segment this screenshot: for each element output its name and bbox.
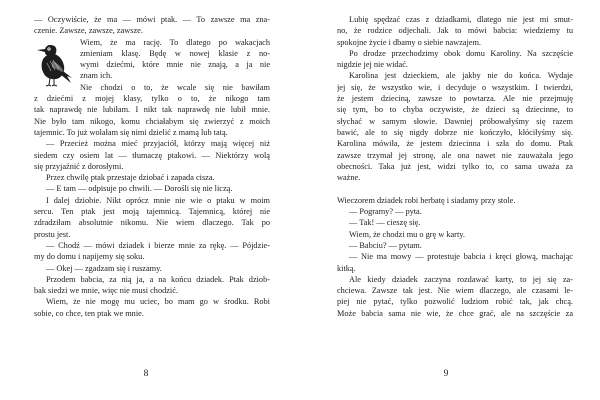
page-number: 8 <box>143 369 149 379</box>
text-line: Wiem, że chodzi mu o grę w karty. <box>349 229 465 239</box>
text-line: Przez chwilę ptak przestaje dziobać i zapada cisza. <box>46 173 215 183</box>
text-line: się tym, bo to chyba oczywiste, że dzieci są dziecinne, to <box>337 105 573 115</box>
text-line: czenie. Zawsze, zawsze, zawsze. <box>34 26 143 36</box>
text-line: Ale kiedy dziadek zaczyna rozdawać karty, to jej się za- <box>349 274 573 284</box>
crow-bird-icon <box>34 41 74 87</box>
text-line: — Pogramy? — pyta. <box>349 207 422 217</box>
text-line: Nie było tam nikogo, komu chciałabym się zwierzyć z moich <box>34 116 270 126</box>
text-line: — Oczywiście, że ma — mówi ptak. — To zawsze ma zna- <box>34 15 270 24</box>
text-line: zawsze trzymał jej stronę, ale ona nawet nie zauważała jego <box>337 150 573 160</box>
text-line: Nie chodzi o to, że wcale się nie bawiłam <box>80 82 270 92</box>
text-line: I dalej dziobie. Nikt oprócz mnie nie wie o ptaku w moim <box>46 195 270 205</box>
text-line: bak siedzi we mnie, więc nie musi chodzić. <box>34 286 178 296</box>
text-line: Lubię spędzać czas z dziadkami, dlatego nie jest mi smut- <box>349 15 573 24</box>
text-line: — Okej — zgadzam się i ruszamy. <box>46 263 162 273</box>
text-line: Wiem, że nie mogę mu uciec, bo mam go w środku. Robi <box>46 297 270 307</box>
text-line: że jestem dzieciną, zawsze to powtarza. Ale nie przejmuję <box>337 94 573 104</box>
text-line: piej nie pytać, tylko pozwolić ludziom robić tak, jak chcą. <box>337 297 573 307</box>
text-line: — Tak! — cieszę się. <box>349 218 421 228</box>
text-line: się przyjaźnić z dorosłymi. <box>34 161 124 171</box>
left-page <box>34 14 270 359</box>
text-line: no, że rodzice odjechali. Jak to mówi babcia: wiedziemy tu <box>337 26 573 36</box>
text-line: sercu. Ten ptak jest moją tajemnicą. Tajemnicą, której nie <box>34 207 270 217</box>
text-line: siedem czy osiem lat — tłumaczę ptakowi. — Niektórzy wolą <box>34 150 270 160</box>
text-line: z dziećmi z mojej klasy, tylko o to, że nikogo tam <box>34 94 270 104</box>
text-line: Karolina jest dzieckiem, ale jakby nie do końca. Wydaje <box>349 71 573 81</box>
text-line: Przodem babcia, za nią ja, a na końcu dziadek. Ptak dziob- <box>46 274 270 284</box>
text-line: — Przecież można mieć przyjaciół, którzy mają więcej niż <box>46 139 270 149</box>
text-line: sobie, co chce, ten ptak we mnie. <box>34 308 144 318</box>
text-line: nigdzie jej nie widać. <box>337 60 408 70</box>
text-line: Po drodze przechodzimy obok domu Karoliny. Na szczęście <box>349 48 573 58</box>
text-line: zmieniam klasę. Będę w nowej klasie z no- <box>80 48 270 58</box>
page-number: 9 <box>443 369 449 379</box>
text-line: ważne. <box>337 173 361 183</box>
text-line: — Babciu? — pytam. <box>349 240 422 250</box>
text-line: — Nie ma mowy — protestuje babcia i kręci głową, machając <box>349 252 573 262</box>
text-line: obecności. Taka już jest, widzi tylko to, co sama uważa za <box>337 161 573 171</box>
text-block-beside-illustration <box>80 37 270 93</box>
text-line: prostu jest. <box>34 229 71 239</box>
text-line: tak naprawdę nie lubiłam. I nikt tak naprawdę nie lubił mnie. <box>34 105 270 115</box>
text-line: my do domu i napijemy się soku. <box>34 252 145 262</box>
text-line: jej się, że wszystko wie, i decyduje o wszystkim. I twierdzi, <box>337 82 573 92</box>
text-line: Wieczorem dziadek robi herbatę i siadamy przy stole. <box>337 195 516 205</box>
text-line: zdradziłam absolutnie nikomu. Nie wiem dlaczego. Tak po <box>34 218 270 228</box>
text-line: bawić, ale to się nigdy dobrze nie kończyło, kłóciłyśmy się. <box>337 127 573 137</box>
text-line: — Chodź — mówi dziadek i bierze mnie za rękę. — Pójdzie- <box>46 240 270 250</box>
text-line: Może babcia sama nie wie, że chce grać, ale na szczęście za <box>337 308 573 318</box>
text-line: kitką. <box>337 263 356 273</box>
text-line: — E tam — odpisuje po chwili. — Dorośli się nie liczą. <box>46 184 233 194</box>
text-line: znam ich. <box>80 71 113 81</box>
right-page <box>337 14 573 359</box>
text-line: Wiem, że ma rację. To dlatego po wakacjach <box>80 37 270 47</box>
text-line: spokojne życie i dbamy o siebie nawzajem. <box>337 37 481 47</box>
text-line: tajemnic. To już wolałam się nimi dzielić z mamą lub tatą. <box>34 127 228 137</box>
text-line: słychać w samym słowie. Dawniej próbowałyśmy się razem <box>337 116 573 126</box>
text-line: wymi dziećmi, które mnie nie znają, a ja nie <box>80 60 270 70</box>
text-line: Karolina mówiła, że jestem dziecinna i szła do domu. Ptak <box>337 139 573 149</box>
section-break <box>337 183 573 194</box>
text-line: chciewa. Zawsze tak jest. Nie wiem dlaczego, ale czasami le- <box>337 286 573 296</box>
